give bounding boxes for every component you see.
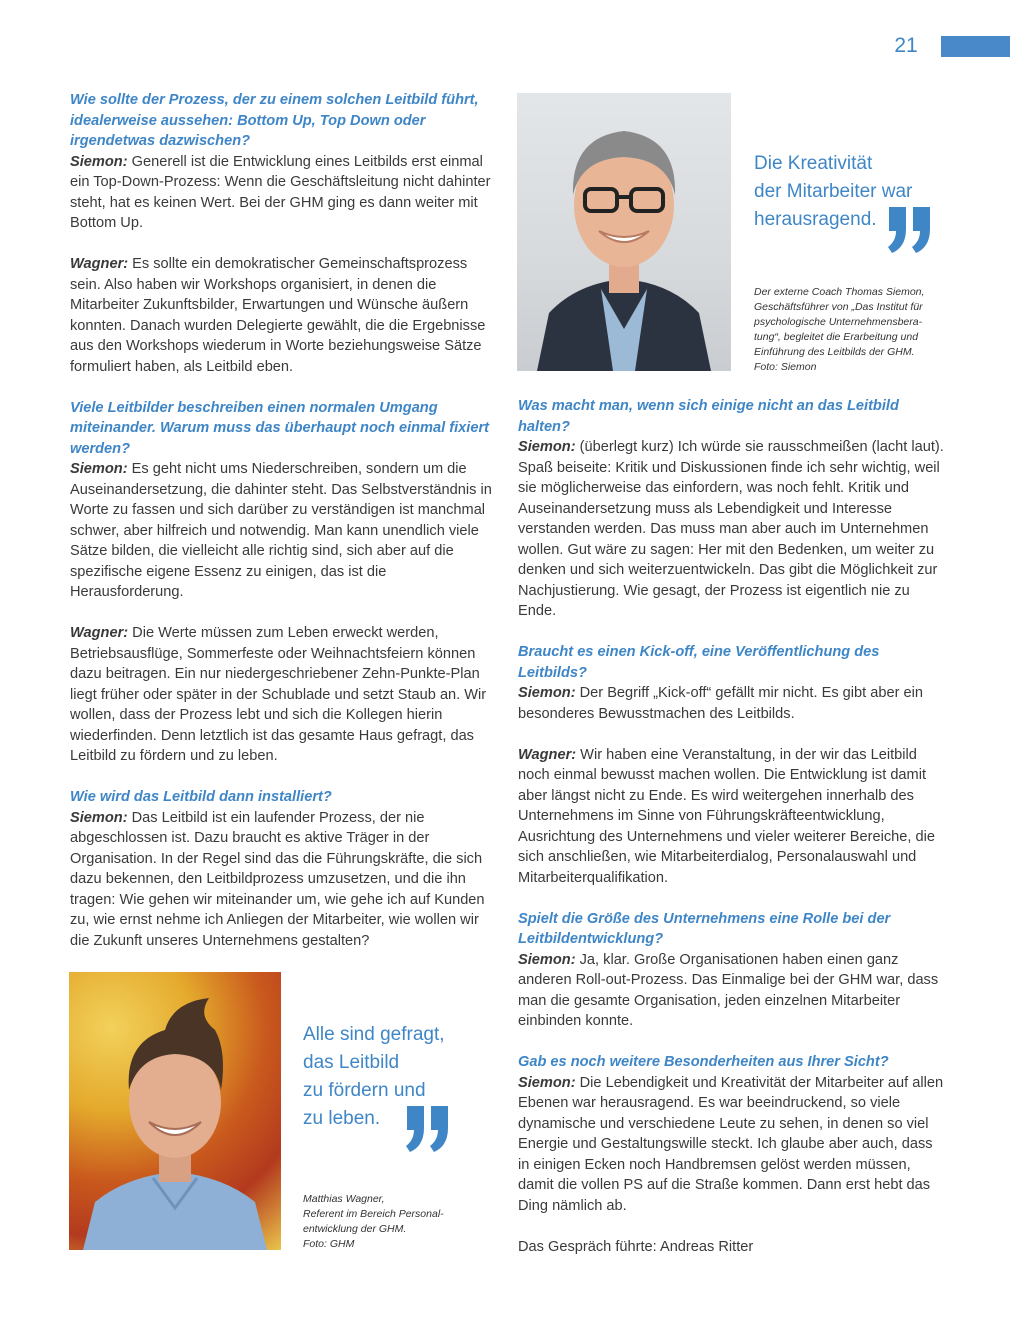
answer-paragraph — [70, 459, 498, 603]
answer-paragraph — [70, 808, 498, 952]
answer-text: Es sollte ein demokratischer Gemeinschaftsprozess sein. Also haben wir Workshops organisiert, in denen die Mitarbeiter Zukunftsbilder, Erwartungen und Wünsche äußern konnten. Danach wurden Delegierte gewählt, die die Ergebnisse aus den Workshops wiederum in Worte beziehungsweise Sätze formuliert haben, als Leitbild eben. — [70, 256, 486, 375]
caption-line: Referent im Bereich Personal- — [303, 1208, 444, 1220]
pull-quote-line: zu fördern und — [303, 1080, 426, 1101]
speaker-name: Siemon: — [518, 439, 576, 455]
photo-caption-siemon — [754, 285, 949, 375]
portrait-wagner-illustration — [69, 972, 281, 1250]
answer-text: Die Lebendigkeit und Kreativität der Mitarbeiter auf allen Ebenen war herausragend. Es war beeindruckend, so viele dynamische und verschiedene Leute zu sehen, in denen so viel Energie und Gestaltungswille steckt. Ich glaube aber auch, dass in einigen Ecken noch Handbremsen gelöst werden müssen, damit die vollen PS auf die Straße kommen. Dann erst hebt das Ding nämlich ab. — [518, 1074, 944, 1214]
question-heading: Wie wird das Leitbild dann installiert? — [70, 789, 332, 805]
portrait-siemon-illustration — [517, 93, 731, 371]
answer-text: Ja, klar. Große Organisationen haben einen ganz anderen Roll-out-Prozess. Das Einmalige bei der GHM war, dass man die gesamte Organisation, jeden einzelnen Mitarbeiter einbinden konnte. — [518, 951, 939, 1029]
caption-line: Foto: Siemon — [754, 361, 817, 373]
answer-text: Wir haben eine Veranstaltung, in der wir das Leitbild noch einmal bewusst machen wollen. Die Entwicklung ist damit aber längst nicht zu Ende. Es wird weitergehen innerhalb des Unternehmens im Sinne von Führungskräfteentwicklung, Ausrichtung des Unternehmens und vieler weiterer Bereiche, die sich anschließen, wie Mitarbeiterdialog, Personalauswahl und Mitarbeiterqualifikation. — [518, 746, 935, 886]
photo-caption-wagner — [303, 1192, 478, 1252]
answer-text: Generell ist die Entwicklung eines Leitbilds erst einmal ein Top-Down-Prozess: Wenn die Geschäftsleitung nicht dahinter steht, hat es keinen Wert. Bei der GHM ging es dann weiter mit Bottom Up. — [70, 153, 491, 231]
speaker-name: Siemon: — [518, 951, 576, 968]
caption-line: Einführung des Leitbilds der GHM. — [754, 346, 915, 358]
caption-line: tung“, begleitet die Erarbeitung und — [754, 331, 919, 343]
speaker-name: Siemon: — [518, 685, 576, 701]
caption-line: Matthias Wagner, — [303, 1193, 385, 1205]
answer-paragraph — [70, 623, 498, 767]
question-heading: Gab es noch weitere Besonderheiten aus Ihrer Sicht? — [518, 1054, 889, 1070]
answer-text: Das Leitbild ist ein laufender Prozess, der nie abgeschlossen ist. Dazu braucht es aktive Träger in der Organisation. In der Regel sind das die Führungskräfte, die sich dazu bekennen, den Leitbildprozess umzusetzen, und die ihn tragen: Wie gehen wir miteinander um, wie gehe ich auf Kunden zu, wie ernst nehme ich Anliegen der Mitarbeiter, wie wollen wir die Zukunft unseres Unternehmens gestalten? — [70, 809, 485, 949]
speaker-name: Wagner: — [70, 625, 129, 641]
answer-text: (überlegt kurz) Ich würde sie rausschmeißen (lacht laut). Spaß beiseite: Kritik und Diskussionen finde ich sehr wichtig, weil sie möglicherweise das einfordern, was noch fehlt. Kritik und Auseinandersetzung muss als Lebendigkeit und Interesse verstanden werden. Das muss man aber auch im Unternehmen wollen. Gut wäre zu sagen: Her mit den Bedenken, um weiter zu denken und sich weiterzuentwickeln. Das gibt die Möglichkeit zur Nachjustierung. Wie gesagt, der Prozess ist eigentlich nie zu Ende. — [518, 439, 944, 619]
answer-paragraph — [70, 254, 498, 377]
portrait-siemon — [517, 93, 731, 371]
closing-quote-icon — [404, 1106, 452, 1152]
answer-paragraph — [518, 950, 946, 1032]
caption-line: Der externe Coach Thomas Siemon, — [754, 286, 925, 298]
speaker-name: Siemon: — [518, 1074, 576, 1091]
answer-text: Es geht nicht ums Niederschreiben, sondern um die Auseinandersetzung, die dahinter steht. Das Selbstverständnis in Worte zu fassen und sich darüber zu verständigen ist manchmal schwer, aber hilfreich und notwendig. Man kann unendlich viele Sätze bilden, die vielleicht alle richtig sind, sich aber auf die spezifische eigene Essenz zu einigen, das ist die Herausforderung. — [70, 461, 492, 600]
caption-line: entwicklung der GHM. — [303, 1223, 407, 1235]
question-heading: Was macht man, wenn sich einige nicht an das Leitbild halten? — [518, 398, 899, 435]
speaker-name: Wagner: — [70, 256, 129, 272]
answer-paragraph — [70, 152, 498, 234]
question-heading: Braucht es einen Kick-off, eine Veröffentlichung des Leitbilds? — [518, 644, 880, 681]
page-header-bar — [941, 36, 1010, 57]
speaker-name: Wagner: — [518, 746, 577, 763]
pull-quote-line: herausragend. — [754, 209, 877, 230]
right-column — [518, 396, 946, 1257]
pull-quote-line: zu leben. — [303, 1108, 381, 1129]
question-heading: Viele Leitbilder beschreiben einen normalen Umgang miteinander. Warum muss das überhaupt noch einmal fixiert werden? — [70, 399, 489, 457]
question-heading: Wie sollte der Prozess, der zu einem solchen Leitbild führt, idealerweise aussehen: Bottom Up, Top Down oder irgendetwas dazwischen? — [70, 92, 479, 149]
answer-paragraph — [518, 683, 946, 724]
pull-quote-line: Alle sind gefragt, — [303, 1024, 445, 1045]
pull-quote-line: das Leitbild — [303, 1052, 400, 1073]
answer-paragraph — [518, 437, 946, 622]
speaker-name: Siemon: — [70, 153, 128, 170]
page-number: 21 — [894, 34, 918, 57]
answer-text: Die Werte müssen zum Leben erweckt werden, Betriebsausflüge, Sommerfeste oder Weihnachtsfeiern können dazu beitragen. Ein nur niedergeschriebener Zehn-Punkte-Plan liegt früher oder später in der Schublade und setzt Staub an. Wir wollen, dass der Prozess lebt und sich die Kollegen hierin wiederfinden. Denn letztlich ist das gesamte Haus gefragt, das Leitbild zu fördern und zu leben. — [70, 625, 487, 764]
interview-credit: Das Gespräch führte: Andreas Ritter — [518, 1238, 754, 1255]
caption-line: psychologische Unternehmensbera- — [754, 316, 923, 328]
pull-quote-line: Die Kreativität — [754, 153, 873, 174]
question-heading: Spielt die Größe des Unternehmens eine Rolle bei der Leitbildentwicklung? — [518, 910, 891, 947]
caption-line: Foto: GHM — [303, 1238, 355, 1250]
answer-text: Der Begriff „Kick-off“ gefällt mir nicht. Es gibt aber ein besonderes Bewusstmachen des Leitbilds. — [518, 685, 923, 722]
answer-paragraph — [518, 1073, 946, 1217]
closing-quote-icon — [886, 207, 934, 253]
speaker-name: Siemon: — [70, 809, 128, 826]
pull-quote-line: der Mitarbeiter war — [754, 181, 913, 202]
answer-paragraph — [518, 745, 946, 889]
left-column — [70, 90, 498, 951]
caption-line: Geschäftsführer von „Das Institut für — [754, 301, 923, 313]
speaker-name: Siemon: — [70, 461, 128, 477]
portrait-wagner — [69, 972, 281, 1250]
